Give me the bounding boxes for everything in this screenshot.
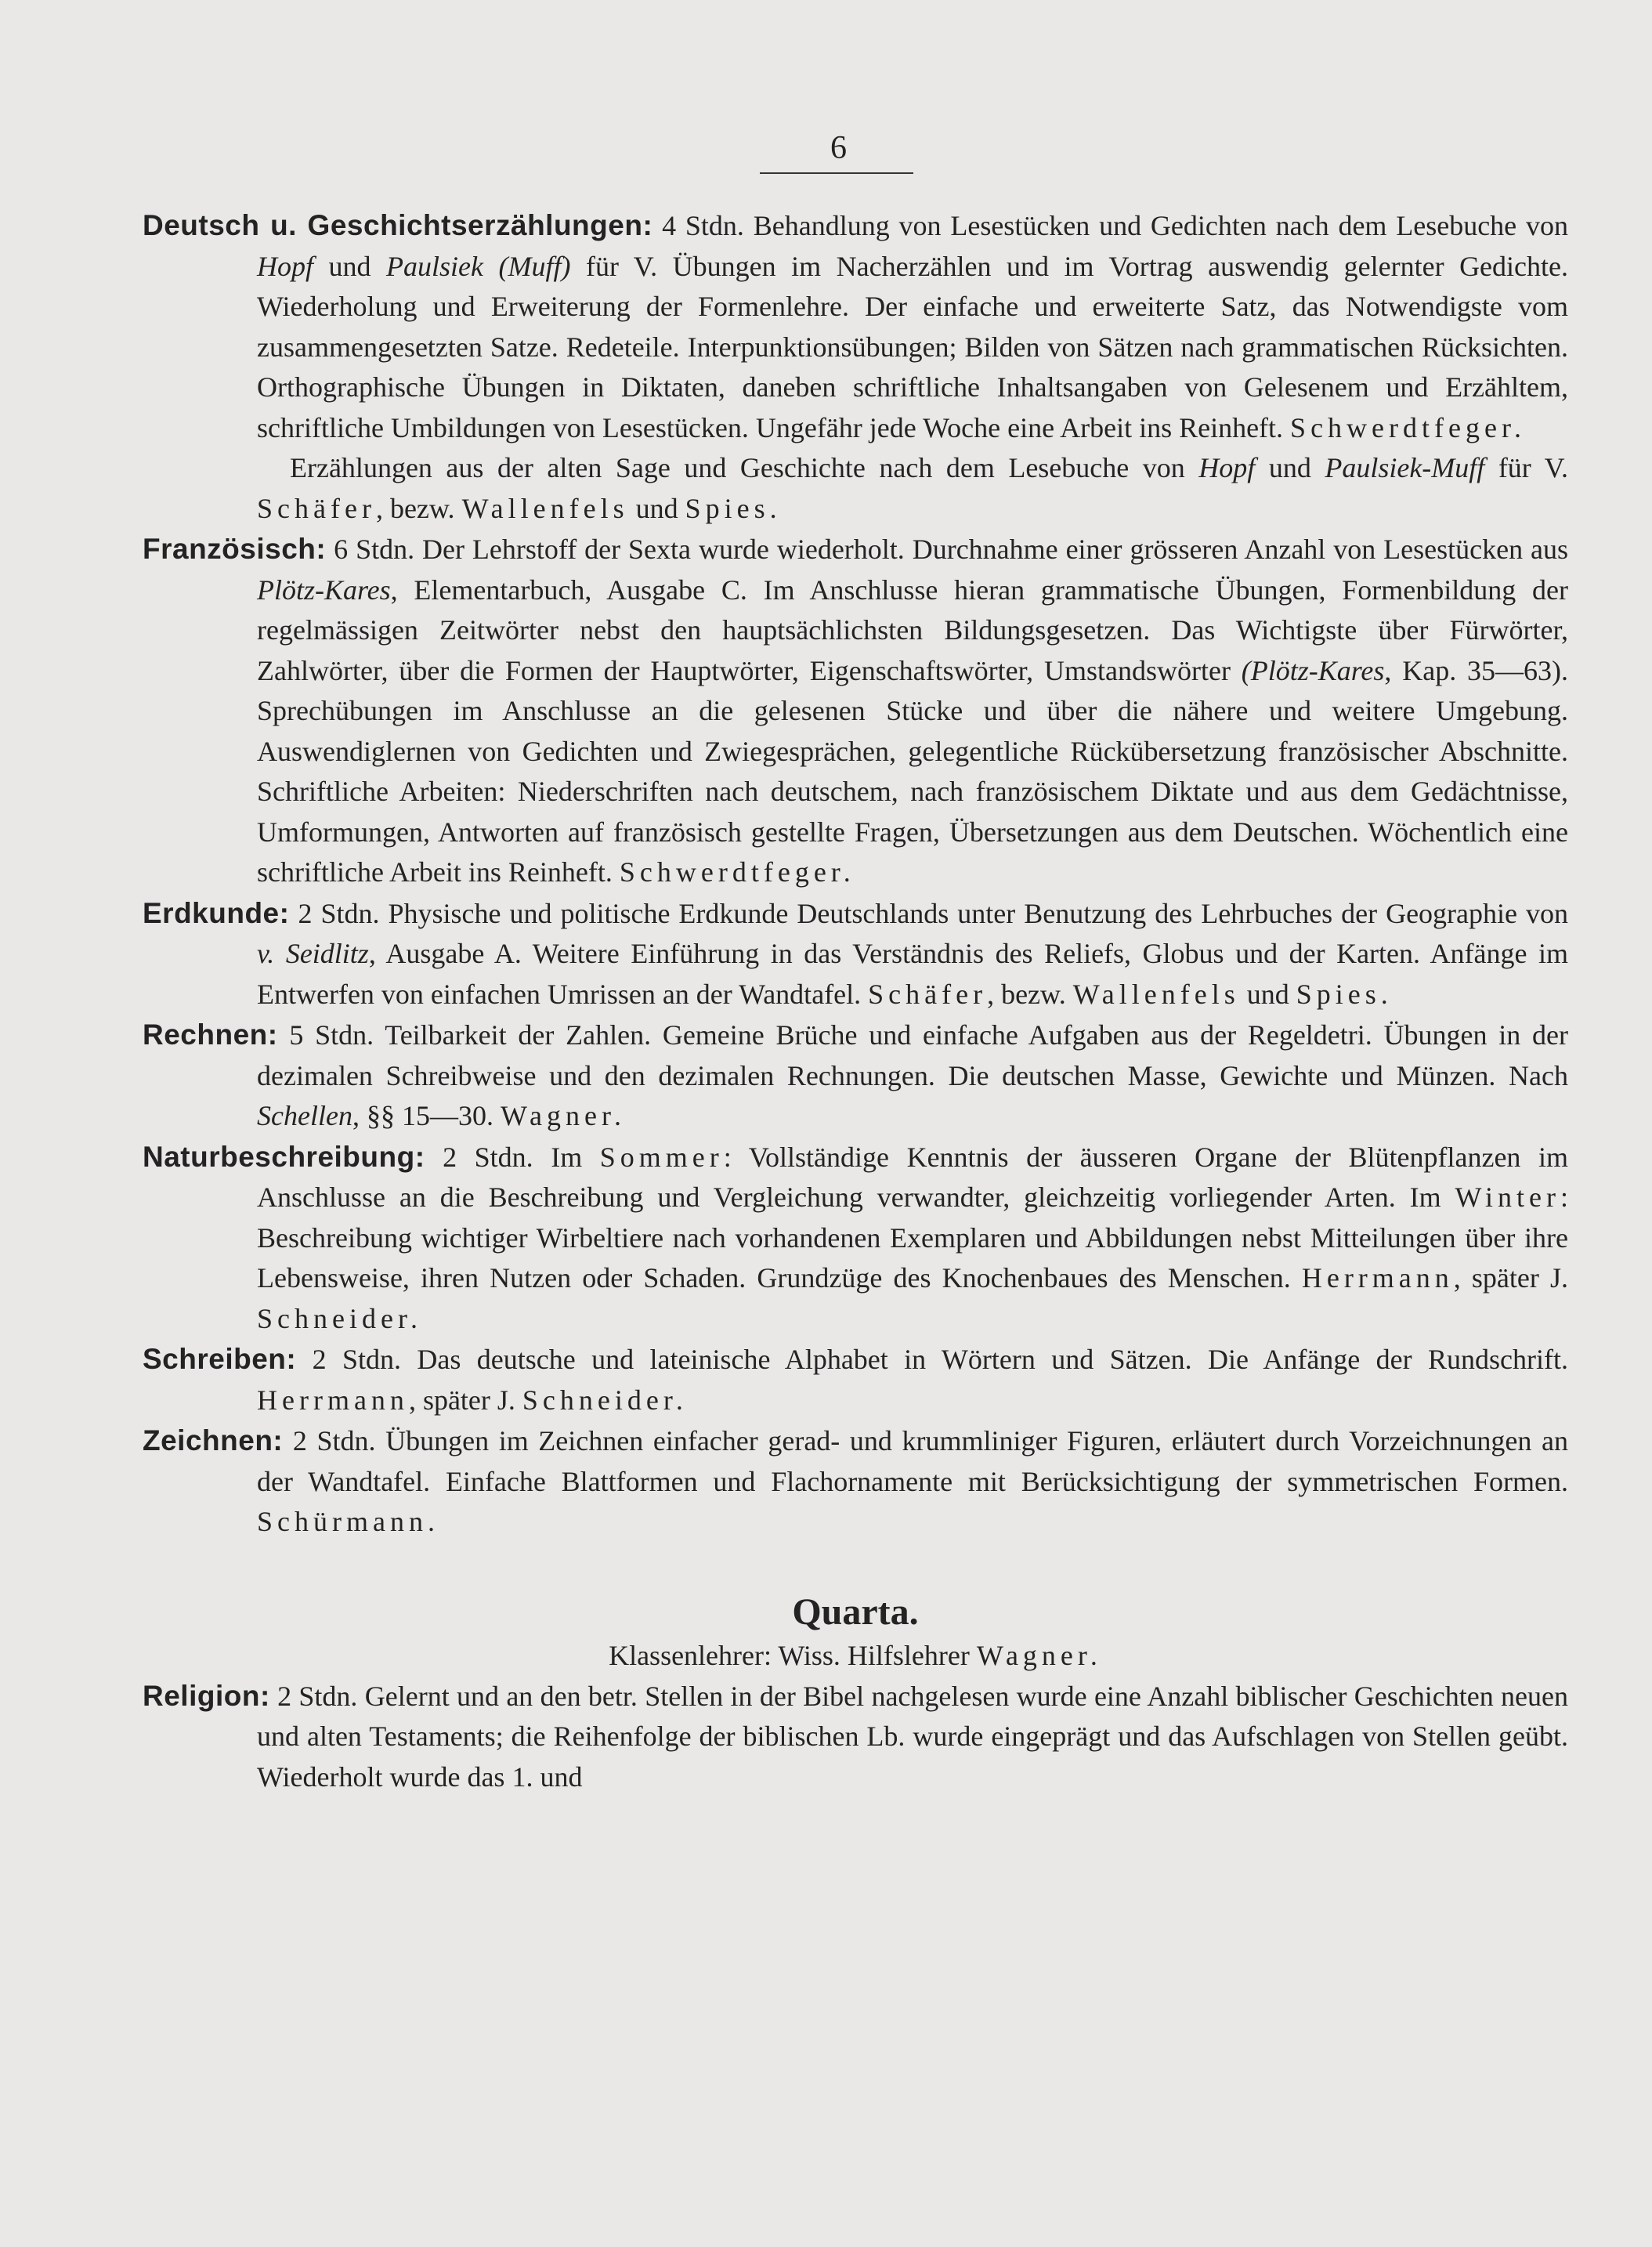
subject-heading: Erdkunde: xyxy=(143,896,290,929)
body-text: , §§ 15—30. xyxy=(352,1100,501,1131)
spaced-name-text: Schürmann. xyxy=(257,1506,439,1537)
body-text: und xyxy=(313,250,387,282)
klassenlehrer-line xyxy=(143,1635,1568,1676)
subject-list xyxy=(143,205,1568,1543)
klassenlehrer-label: Klassenlehrer: Wiss. Hilfslehrer xyxy=(609,1639,977,1671)
body-text: , später J. xyxy=(1453,1262,1569,1294)
body-text: 4 Stdn. Behandlung von Lesestücken und Gedichten nach dem Lesebuche von xyxy=(652,210,1568,241)
klassenlehrer-name: Wagner. xyxy=(976,1639,1102,1671)
spaced-name-text: Schneider. xyxy=(257,1302,422,1334)
section-subject-list xyxy=(143,1676,1568,1798)
body-text: : Beschreibung wichtiger Wirbeltiere nach vorhandenen Exemplaren und Abbildungen nebst Mitteilungen über ihre Lebensweise, ihren Nutzen oder Schaden. Grundzüge des Knochenbaues des Menschen. xyxy=(257,1181,1568,1294)
body-text: 5 Stdn. Teilbarkeit der Zahlen. Gemeine Brüche und einfache Aufgaben aus der Regeldetri. Übungen in der dezimalen Schreibweise und den dezimalen Rechnungen. Die deutschen Masse, Gewichte und Münzen. Nach xyxy=(257,1019,1568,1091)
emphasis-text: Schellen xyxy=(257,1100,352,1131)
body-text: 2 Stdn. Gelernt und an den betr. Stellen in der Bibel nachgelesen wurde eine Anzahl biblischer Geschichten neuen und alten Testaments; die Reihenfolge der biblischen Lb. wurde eingeprägt und das Aufschlagen von Stellen geübt. Wiederholt wurde das 1. und xyxy=(257,1680,1568,1793)
spaced-name-text: Schäfer xyxy=(257,492,376,524)
body-text: für V. xyxy=(1484,452,1569,483)
emphasis-text: v. Seidlitz xyxy=(257,938,369,969)
body-text: und xyxy=(1255,452,1325,483)
body-text: , Kap. 35—63). Sprechübungen im Anschlusse an die gelesenen Stücke und über die nähere und weitere Umgebung. Auswendiglernen von Gedichten und Zwiegesprächen, gelegentliche Rückübersetzung französischer Abschnitte. Schriftliche Arbeiten: Niederschriften nach deutschem, nach französischem Diktate und aus dem Gedächtnisse, Umformungen, Antworten auf französisch gestellte Fragen, Übersetzungen aus dem Deutschen. Wöchentlich eine schriftliche Arbeit ins Reinheft. xyxy=(257,654,1568,888)
subject-heading: Schreiben: xyxy=(143,1343,297,1375)
spaced-name-text: Herrmann xyxy=(257,1384,409,1416)
subject-heading: Zeichnen: xyxy=(143,1424,284,1456)
spaced-name-text: Wallenfels xyxy=(1072,978,1240,1010)
spaced-name-text: Wallenfels xyxy=(461,492,629,524)
subject-entry xyxy=(143,448,1568,529)
body-text: : Vollständige Kenntnis der äusseren Organe der Blütenpflanzen im Anschlusse an die Beschreibung und Vergleichung verwandter, gleichzeitig vorliegender Arten. Im xyxy=(257,1141,1568,1213)
subject-entry xyxy=(143,1137,1568,1340)
subject-entry xyxy=(143,529,1568,893)
subject-heading: Religion: xyxy=(143,1679,270,1712)
spaced-name-text: Wagner. xyxy=(500,1100,627,1131)
subject-entry xyxy=(143,1420,1568,1543)
page-number: 6 xyxy=(830,130,847,166)
subject-entry xyxy=(143,893,1568,1015)
emphasis-text: Plötz-Kares xyxy=(257,574,391,606)
spaced-name-text: Winter xyxy=(1455,1181,1560,1213)
page-number-rule xyxy=(760,172,913,174)
body-text: , Elementarbuch, Ausgabe C. Im Anschlusse hieran grammatische Übungen, Formenbildung der regelmässigen Zeitwörter nebst den hauptsächlichsten Bildungsgesetzen. Das Wichtigste über Fürwörter, Zahlwörter, über die Formen der Hauptwörter, Eigenschaftswörter, Umstandswörter xyxy=(257,574,1568,686)
subject-entry xyxy=(143,205,1568,448)
body-text: , später J. xyxy=(408,1384,522,1416)
emphasis-text: Hopf xyxy=(1198,452,1256,483)
body-text: und xyxy=(628,492,685,524)
subject-heading: Deutsch u. Geschichtserzählungen: xyxy=(143,209,653,241)
body-text: für V. Übungen im Nacherzählen und im Vortrag auswendig gelernter Gedichte. Wiederholung und Erweiterung der Formenlehre. Der einfache und erweiterte Satz, das Notwendigste vom zusammengesetzten Satze. Redeteile. Interpunktionsübungen; Bilden von Sätzen nach grammatischen Rücksichten. Orthographische Übungen in Diktaten, daneben schriftliche Inhaltsangaben von Gelesenem und Erzähltem, schriftliche Umbildungen von Lesestücken. Ungefähr jede Woche eine Arbeit ins Reinheft. xyxy=(257,250,1569,443)
spaced-name-text: Spies. xyxy=(685,492,782,524)
subject-heading: Französisch: xyxy=(143,533,327,565)
body-text: 2 Stdn. Im xyxy=(425,1141,600,1173)
subject-heading: Rechnen: xyxy=(143,1019,278,1051)
body-text: 6 Stdn. Der Lehrstoff der Sexta wurde wiederholt. Durchnahme einer grösseren Anzahl von Lesestücken aus xyxy=(326,534,1568,565)
body-text: , bezw. xyxy=(375,492,462,524)
subject-entry xyxy=(143,1676,1568,1798)
subject-entry xyxy=(143,1339,1568,1420)
subject-entry xyxy=(143,1015,1568,1137)
emphasis-text: Paulsiek (Muff) xyxy=(386,250,571,282)
spaced-name-text: Schäfer xyxy=(868,978,988,1010)
spaced-name-text: Sommer xyxy=(599,1141,724,1173)
body-text: 2 Stdn. Physische und politische Erdkunde Deutschlands unter Benutzung des Lehrbuches der Geographie von xyxy=(289,897,1568,929)
spaced-name-text: Schwerdtfeger. xyxy=(619,856,855,888)
page-body xyxy=(143,205,1568,1797)
emphasis-text: Hopf xyxy=(257,250,313,282)
spaced-name-text: Spies. xyxy=(1296,978,1393,1010)
emphasis-text: (Plötz-Kares xyxy=(1241,654,1385,686)
emphasis-text: Paulsiek-Muff xyxy=(1325,452,1485,483)
body-text: , bezw. xyxy=(987,978,1073,1010)
section-title: Quarta. xyxy=(792,1590,919,1633)
subject-heading: Naturbeschreibung: xyxy=(143,1140,425,1173)
spaced-name-text: Schwerdtfeger. xyxy=(1290,411,1526,443)
spaced-name-text: Herrmann xyxy=(1301,1262,1454,1294)
body-text: Erzählungen aus der alten Sage und Geschichte nach dem Lesebuche von xyxy=(290,452,1199,483)
body-text: 2 Stdn. Übungen im Zeichnen einfacher gerad- und krummliniger Figuren, erläutert durch Vorzeichnungen an der Wandtafel. Einfache Blattformen und Flachornamente mit Berücksichtigung der symmetrischen Formen. xyxy=(257,1425,1568,1497)
body-text: 2 Stdn. Das deutsche und lateinische Alphabet in Wörtern und Sätzen. Die Anfänge der Rundschrift. xyxy=(296,1344,1568,1375)
body-text: und xyxy=(1239,978,1296,1010)
spaced-name-text: Schneider. xyxy=(522,1384,688,1416)
body-text: , Ausgabe A. Weitere Einführung in das Verständnis des Reliefs, Globus und der Karten. Anfänge im Entwerfen von einfachen Umrissen an der Wandtafel. xyxy=(257,938,1568,1010)
